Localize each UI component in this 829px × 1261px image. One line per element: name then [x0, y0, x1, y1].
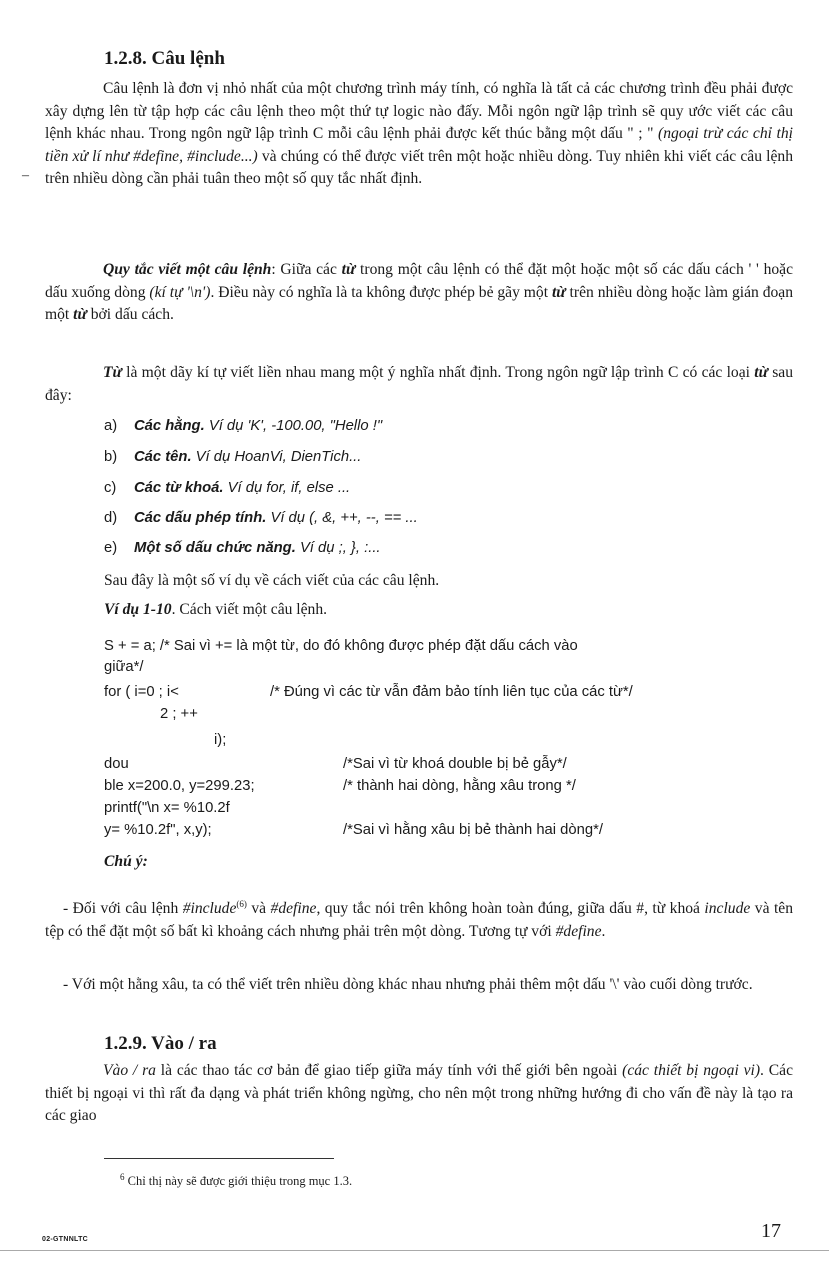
- footnote-mark: 6: [120, 1172, 125, 1182]
- code-line: ble x=200.0, y=299.23;: [104, 778, 255, 794]
- list-label: b): [104, 449, 118, 465]
- newline-char-note: (kí tự '\n'): [149, 283, 211, 301]
- peripheral-note: (các thiết bị ngoại vi): [622, 1062, 761, 1079]
- directive-name: #define: [270, 900, 317, 918]
- paragraph-text: . Điều này có nghĩa là ta không được phép bẻ gãy một: [210, 283, 552, 301]
- paragraph-text: và: [246, 900, 271, 918]
- list-term: Các hằng.: [134, 418, 205, 434]
- paragraph-statement-intro: [45, 78, 793, 191]
- paragraph-text: trong một câu lệnh có thể đặt một hoặc một số các dấu cách ' ' hoặc dấu xuống dòng: [45, 261, 794, 301]
- list-item: [104, 449, 361, 465]
- example-heading: [104, 601, 327, 619]
- list-example: Ví dụ (, &, ++, --, == ...: [266, 510, 418, 526]
- term-word: từ: [341, 261, 356, 278]
- paragraph-italic-note: (ngoại trừ các chỉ thị tiền xử lí như #define, #include...): [45, 125, 793, 165]
- paragraph-word-definition: [45, 362, 793, 407]
- footnote-divider: [104, 1158, 334, 1159]
- list-example: Ví dụ ;, }, :...: [295, 540, 381, 556]
- directive-name: include: [704, 900, 751, 918]
- list-item: [104, 510, 418, 526]
- paragraph-statement-rules: [45, 259, 793, 327]
- list-term: Các từ khoá.: [134, 480, 224, 496]
- list-label: d): [104, 510, 118, 526]
- code-line: 2 ; ++: [160, 706, 198, 722]
- list-label: a): [104, 418, 118, 434]
- code-comment: /* thành hai dòng, hằng xâu trong */: [343, 778, 576, 794]
- paragraph-text: . Các thiết bị ngoại vi thì rất đa dạng và phát triển không ngừng, cho nên một trong những hướng đi cho vấn đề này là tạo ra các giao: [45, 1062, 793, 1125]
- code-line: i);: [214, 732, 227, 748]
- paragraph-text: .: [601, 922, 606, 940]
- paragraph-text: bởi dấu cách.: [86, 306, 174, 324]
- list-label: c): [104, 480, 117, 496]
- list-item: [104, 480, 350, 496]
- paragraph-text: là một dãy kí tự viết liền nhau mang một ý nghĩa nhất định. Trong ngôn ngữ lập trình C có các loại: [121, 364, 755, 381]
- paragraph-text: và chúng có thể được viết trên một hoặc nhiều dòng. Tuy nhiên khi viết các câu lệnh trên nhiều dòng cần phải tuân theo một số quy tắc nhất định.: [45, 147, 793, 188]
- paragraph-text: , quy tắc nói trên không hoàn toàn đúng, giữa dấu #, từ khoá: [316, 900, 705, 918]
- code-line: printf("\n x= %10.2f: [104, 800, 230, 816]
- paragraph-text: - Đối với câu lệnh: [63, 900, 183, 918]
- note-heading: Chú ý:: [104, 853, 148, 870]
- examples-intro: Sau đây là một số ví dụ về cách viết của các câu lệnh.: [104, 572, 440, 589]
- directive-name: #define: [555, 922, 602, 940]
- code-comment: /* Đúng vì các từ vẫn đảm bảo tính liên tục của các từ*/: [270, 684, 633, 700]
- page-edge-rule: [0, 1250, 829, 1251]
- code-line: for ( i=0 ; i<: [104, 684, 179, 700]
- list-label: e): [104, 540, 118, 556]
- note-include-define: [45, 893, 793, 943]
- paragraph-text: sau đây:: [45, 364, 793, 404]
- section-heading-1-2-8: 1.2.8. Câu lệnh: [104, 48, 225, 69]
- term-word: Từ: [103, 364, 122, 381]
- list-term: Các tên.: [134, 449, 192, 465]
- list-item: [104, 418, 382, 434]
- code-line: dou: [104, 756, 129, 772]
- code-comment: /*Sai vì từ khoá double bị bẻ gẫy*/: [343, 756, 567, 772]
- list-example: Ví dụ HoanVi, DienTich...: [191, 449, 362, 465]
- list-example: Ví dụ for, if, else ...: [223, 480, 351, 496]
- term-io: Vào / ra: [103, 1062, 156, 1079]
- term-word: từ: [73, 306, 87, 324]
- list-example: Ví dụ 'K', -100.00, "Hello !": [204, 418, 383, 434]
- paragraph-io-intro: [45, 1060, 793, 1128]
- term-word: từ: [551, 283, 566, 301]
- footnote-text: Chỉ thị này sẽ được giới thiệu trong mục 1.3.: [124, 1174, 353, 1189]
- list-item: [104, 540, 381, 556]
- section-heading-1-2-9: 1.2.9. Vào / ra: [104, 1033, 217, 1054]
- code-line: y= %10.2f", x,y);: [104, 822, 212, 838]
- printer-code: 02-GTNNLTC: [42, 1236, 89, 1243]
- code-line: S + = a; /* Sai vì += là một từ, do đó không được phép đặt dấu cách vào: [104, 638, 578, 654]
- list-term: Một số dấu chức năng.: [134, 540, 296, 556]
- example-caption: . Cách viết một câu lệnh.: [171, 601, 328, 618]
- paragraph-text: và tên tệp có thể đặt một số bất kì khoảng cách nhưng phải trên một dòng. Tương tự với: [45, 900, 793, 940]
- code-line: giữa*/: [104, 659, 144, 675]
- paragraph-text: - Với một hằng xâu, ta có thể viết trên nhiều dòng khác nhau nhưng phải thêm một dấu '\' vào cuối dòng trước.: [63, 976, 753, 993]
- code-comment: /*Sai vì hằng xâu bị bẻ thành hai dòng*/: [343, 822, 603, 838]
- paragraph-text: Câu lệnh là đơn vị nhỏ nhất của một chương trình máy tính, có nghĩa là tất cả các chương trình đều phải được xây dựng lên từ tập hợp các câu lệnh theo một thứ tự logic nào đấy. Mỗi ngôn ngữ lập trình sẽ quy ước viết các câu lệnh khác nhau. Trong ngôn ngữ lập trình C mỗi câu lệnh phải được kết thúc bằng một dấu " ; ": [45, 80, 793, 143]
- note-string-constant: [45, 974, 793, 997]
- margin-mark: –: [22, 168, 29, 183]
- page-number: 17: [761, 1220, 781, 1242]
- footnote-ref: (6): [236, 899, 247, 909]
- footnote: [120, 1172, 352, 1189]
- directive-name: #include: [182, 900, 237, 918]
- term-word: từ: [754, 364, 768, 381]
- paragraph-text: trên nhiều dòng hoặc làm gián đoạn một: [45, 283, 794, 324]
- paragraph-text: : Giữa các: [271, 261, 342, 278]
- example-label: Ví dụ 1-10: [104, 601, 172, 618]
- paragraph-text: là các thao tác cơ bản để giao tiếp giữa máy tính với thế giới bên ngoài: [155, 1062, 623, 1079]
- rule-heading: Quy tắc viết một câu lệnh: [103, 261, 272, 278]
- list-term: Các dấu phép tính.: [134, 510, 267, 526]
